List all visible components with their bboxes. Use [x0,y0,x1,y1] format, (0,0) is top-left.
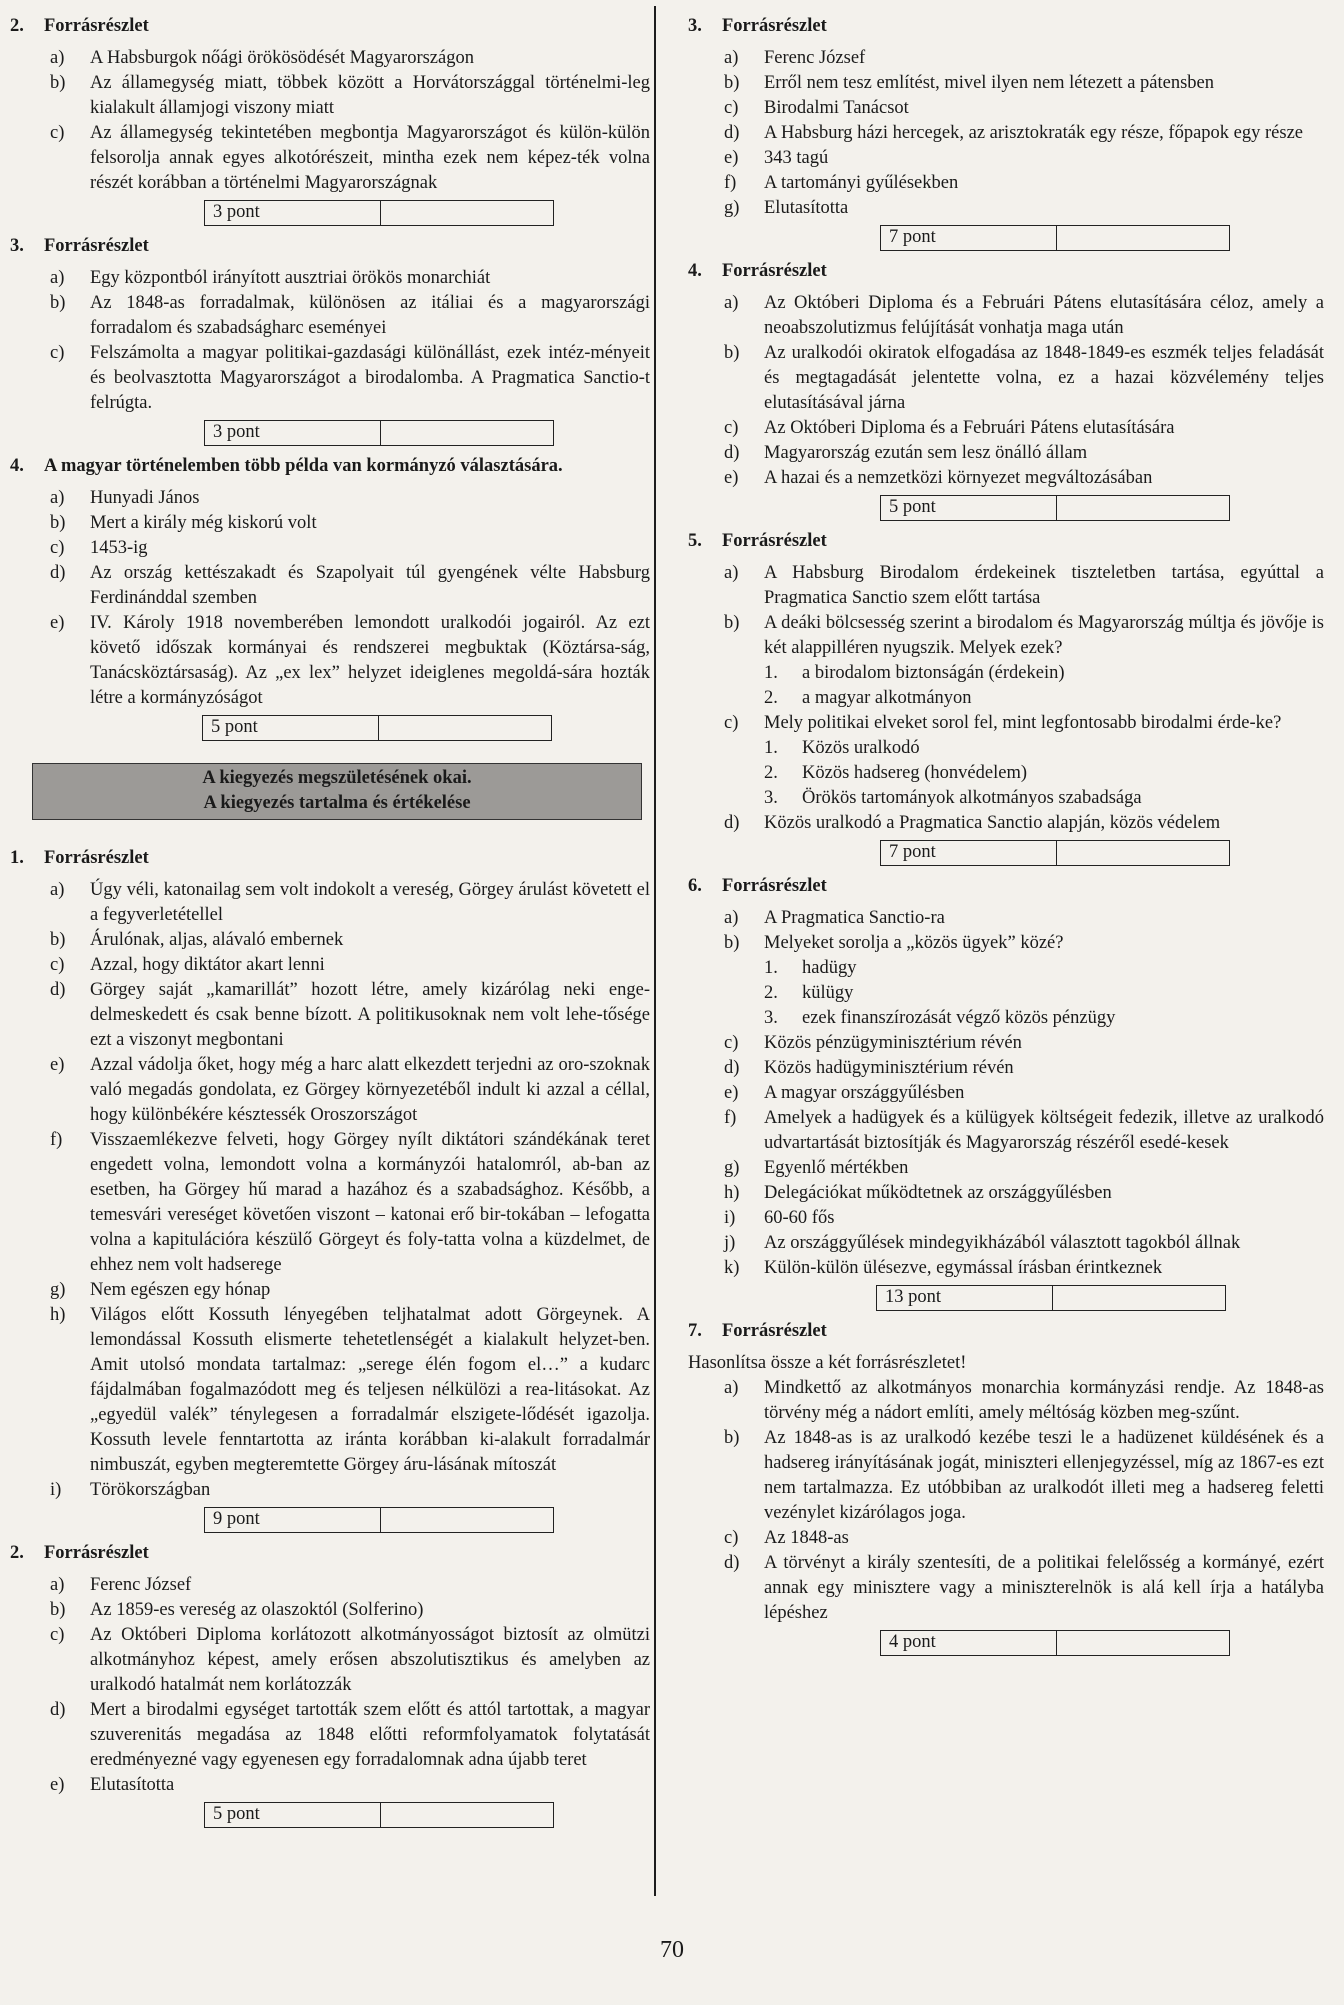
sub-item [688,736,1324,761]
item-letter: c) [50,123,65,143]
item-text: IV. Károly 1918 novemberében lemondott uralkodói jogairól. Az ezt követő időszak kormányai és rendszerei megbuktak (Köztársa-ság, Tanácsköztársaság). Az „ex lex” helyzet ideiglenes megoldá-sára hozták létre a kormányzóságot [90,613,650,708]
sub-item [688,686,1324,711]
section-title: Forrásrészlet [44,16,149,36]
item-letter: a) [724,48,739,68]
section-title: Forrásrészlet [44,1543,149,1563]
item-letter: k) [724,1258,740,1278]
points-score-blank [381,1508,553,1532]
points-row [688,840,1324,866]
item-text: Azzal, hogy diktátor akart lenni [90,955,325,975]
item-text: Visszaemlékezve felveti, hogy Görgey nyílt diktátori szándékának teret engedett volna, lemondott volna a kormányzói hatalomról, ab-ban az esetben, ha Görgey hű marad a hazához és a szabadsághoz. Később, a temesvári vereséget követően viszont – katonai erő bir-tokában – lefogatta volna a kapitulációra készülő Görgeyt és foly-tatta volna a küzdelmet, de ehhez nem volt hadserege [90,1130,650,1275]
section-number: 2. [10,16,24,36]
item-text: Azzal vádolja őket, hogy még a harc alatt elkezdett terjedni az oro-szoknak való megadás gondolata, ez Görgey környezetéből indult ki azzal a céllal, hogy különbékére késztessék Oroszországot [90,1055,650,1125]
points-label: 9 pont [205,1508,381,1532]
points-box [876,1285,1226,1311]
answer-item [10,291,650,341]
section-number: 6. [688,876,702,896]
sub-item-number: 3. [764,788,778,808]
item-letter: c) [50,343,65,363]
chapter-banner [32,763,642,820]
answer-item [688,196,1324,221]
item-letter: b) [724,343,740,363]
sub-item-text: a magyar alkotmányon [802,688,972,708]
answer-item [10,71,650,121]
item-text: 1453-ig [90,538,148,558]
section-number: 2. [10,1543,24,1563]
section-number: 5. [688,531,702,551]
section-heading [10,234,650,259]
item-text: Az államegység tekintetében megbontja Magyarországot és külön-külön felsorolja annak egyes alkotórészeit, mintha ezek nem képez-ték volna részét korábban a történelmi Magyarországnak [90,123,650,193]
points-row [688,1285,1324,1311]
answer-item [10,1598,650,1623]
sub-item [688,981,1324,1006]
item-letter: d) [724,1058,740,1078]
item-text: A tartományi gyűlésekben [764,173,959,193]
points-box [880,840,1230,866]
points-label: 3 pont [205,421,381,445]
answer-item [10,1478,650,1503]
item-text: Úgy véli, katonailag sem volt indokolt a vereség, Görgey árulást követett el a fegyverletétellel [90,880,650,925]
item-text: A Pragmatica Sanctio-ra [764,908,945,928]
answer-item [688,96,1324,121]
section-heading [10,14,650,39]
item-text: Az országgyűlések mindegyikházából választott tagokból állnak [764,1233,1241,1253]
answer-item [10,953,650,978]
item-text: Egyenlő mértékben [764,1158,909,1178]
points-score-blank [1053,1286,1225,1310]
item-text: Ferenc József [764,48,866,68]
answer-item [10,1128,650,1278]
item-letter: e) [50,1055,65,1075]
item-letter: f) [724,1108,737,1128]
item-text: Az Októberi Diploma korlátozott alkotmányosságot biztosít az olmützi alkotmányhoz képest, amely erősen abszolutisztikus és amelyben az uralkodó hatalmát nem korlátozzák [90,1625,650,1695]
answer-item [10,511,650,536]
item-letter: i) [50,1480,62,1500]
section-number: 7. [688,1321,702,1341]
points-row [10,1507,650,1533]
item-text: Elutasította [764,198,849,218]
item-letter: c) [724,98,739,118]
item-letter: d) [50,980,66,1000]
points-score-blank [1057,496,1229,520]
sub-item-number: 2. [764,983,778,1003]
sub-item-number: 1. [764,663,778,683]
answer-item [10,536,650,561]
item-text: Közös pénzügyminisztérium révén [764,1033,1022,1053]
answer-item [10,121,650,196]
item-letter: d) [724,1553,740,1573]
section-title: Forrásrészlet [722,261,827,281]
item-text: Az ország kettészakadt és Szapolyait túl gyengének vélte Habsburg Ferdinánddal szemben [90,563,650,608]
item-letter: e) [724,148,739,168]
item-letter: e) [50,613,65,633]
answer-item [688,341,1324,416]
item-letter: b) [50,1600,66,1620]
points-label: 5 pont [203,716,379,740]
points-score-blank [381,421,553,445]
item-text: Nem egészen egy hónap [90,1280,271,1300]
answer-item [10,1773,650,1798]
section-heading [688,874,1324,899]
sub-item [688,786,1324,811]
section-title: Forrásrészlet [722,16,827,36]
item-text: Ferenc József [90,1575,192,1595]
item-text: A Habsburgok nőági örökösödését Magyarországon [90,48,474,68]
points-row [688,495,1324,521]
item-text: A Habsburg házi hercegek, az arisztokraták egy része, főpapok egy része [764,123,1303,143]
item-text: Mert a birodalmi egységet tartották szem előtt és attól tartottak, a magyar szuverenitás megadása az 1848 előtti reformfolyamatok folytatását eredményezné vagy egyenesen egy forradalomnak adna újabb teret [90,1700,650,1770]
item-text: Elutasította [90,1775,175,1795]
sub-item-text: ezek finanszírozását végző közös pénzügy [802,1008,1116,1028]
section-heading [688,1319,1324,1344]
answer-item [688,906,1324,931]
answer-item [10,1573,650,1598]
answer-item [688,1056,1324,1081]
answer-item [10,878,650,928]
answer-item [10,1053,650,1128]
item-text: 60-60 fős [764,1208,835,1228]
sub-item-number: 2. [764,688,778,708]
points-label: 3 pont [205,201,381,225]
answer-item [10,1623,650,1698]
item-text: Az 1859-es vereség az olaszoktól (Solferino) [90,1600,424,1620]
sub-item-text: a birodalom biztonságán (érdekein) [802,663,1065,683]
page-number: 70 [660,1937,684,1963]
answer-item [688,1551,1324,1626]
item-letter: e) [50,1775,65,1795]
item-text: A magyar országgyűlésben [764,1083,965,1103]
item-text: A hazai és a nemzetközi környezet megváltozásában [764,468,1153,488]
answer-item [688,1081,1324,1106]
sub-item-text: hadügy [802,958,857,978]
points-box [202,715,552,741]
points-row [10,1802,650,1828]
answer-item [10,341,650,416]
points-score-blank [1057,1631,1229,1655]
points-box [204,420,554,446]
answer-item [688,291,1324,341]
section-heading [10,454,650,479]
answer-item [10,928,650,953]
item-text: Egy központból irányított ausztriai örökös monarchiát [90,268,491,288]
item-text: Az uralkodói okiratok elfogadása az 1848-1849-es eszmék teljes feladását és megtagadását jelentette volna, ez a hazai közvélemény teljes elutasításával járna [764,343,1324,413]
points-row [10,420,650,446]
answer-item [10,46,650,71]
section-number: 3. [10,236,24,256]
answer-item [688,71,1324,96]
banner-line-2: A kiegyezés tartalma és értékelése [203,793,471,813]
item-letter: a) [724,908,739,928]
item-letter: c) [724,713,739,733]
answer-item [688,1526,1324,1551]
points-score-blank [381,1803,553,1827]
section-heading [688,529,1324,554]
sub-item-text: Közös uralkodó [802,738,920,758]
answer-item [10,1278,650,1303]
item-letter: a) [50,488,65,508]
answer-item [688,1256,1324,1281]
item-letter: c) [50,538,65,558]
item-text: Erről nem tesz említést, mivel ilyen nem létezett a pátensben [764,73,1215,93]
sub-item-number: 2. [764,763,778,783]
item-text: Az Októberi Diploma és a Februári Pátens elutasítására céloz, amely a neoabszolutizmus felújítását vonhatja maga után [764,293,1324,338]
sub-item [688,1006,1324,1031]
item-letter: d) [50,563,66,583]
item-letter: c) [50,1625,65,1645]
banner-line-1: A kiegyezés megszületésének okai. [202,768,472,788]
item-text: Mely politikai elveket sorol fel, mint legfontosabb birodalmi érde-ke? [764,713,1282,733]
answer-item [688,1426,1324,1526]
points-box [204,1507,554,1533]
item-letter: a) [50,268,65,288]
sub-item-text: Örökös tartományok alkotmányos szabadsága [802,788,1142,808]
item-letter: e) [724,468,739,488]
right-column [688,0,1324,1662]
answer-item [688,1181,1324,1206]
answer-item [10,611,650,711]
item-letter: f) [50,1130,63,1150]
sub-item [688,956,1324,981]
item-letter: d) [724,443,740,463]
item-letter: e) [724,1083,739,1103]
item-letter: b) [724,1428,740,1448]
item-letter: c) [724,1528,739,1548]
item-letter: j) [724,1233,736,1253]
answer-item [10,1303,650,1478]
sub-item [688,661,1324,686]
item-text: Görgey saját „kamarillát” hozott létre, amely kizárólag neki enge-delmeskedett és csak benne bízott. A politikusoknak nem volt lehe-tősége ezt a viszonyt megbontani [90,980,650,1050]
points-box [880,225,1230,251]
item-text: Közös hadügyminisztérium révén [764,1058,1014,1078]
item-letter: a) [724,293,739,313]
item-letter: a) [50,880,65,900]
item-text: Mert a király még kiskorú volt [90,513,317,533]
answer-item [688,1156,1324,1181]
item-text: Az 1848-as forradalmak, különösen az itáliai és a magyarországi forradalom és szabadságharc eseményei [90,293,650,338]
points-label: 5 pont [205,1803,381,1827]
sub-item-number: 1. [764,738,778,758]
item-text: Törökországban [90,1480,211,1500]
item-text: Hunyadi János [90,488,200,508]
item-letter: g) [724,1158,740,1178]
points-label: 13 pont [877,1286,1053,1310]
answer-item [688,1376,1324,1426]
sub-item-number: 3. [764,1008,778,1028]
section-heading [10,1541,650,1566]
item-text: Felszámolta a magyar politikai-gazdasági különállást, ezek intéz-ményeit és beolvasztotta Magyarországot a birodalomba. A Pragmatica Sanctio-t felrúgta. [90,343,650,413]
item-letter: d) [50,1700,66,1720]
points-score-blank [381,201,553,225]
item-text: Külön-külön ülésezve, egymással írásban érintkeznek [764,1258,1163,1278]
points-label: 7 pont [881,226,1057,250]
item-letter: b) [724,613,740,633]
answer-item [688,611,1324,661]
answer-item [688,1031,1324,1056]
points-label: 4 pont [881,1631,1057,1655]
item-letter: b) [50,293,66,313]
item-text: Amelyek a hadügyek és a külügyek költségeit fedezik, illetve az uralkodó udvartartását biztosítják és Magyarország részéről esedé-kesek [764,1108,1324,1153]
item-letter: a) [724,1378,739,1398]
sub-item-number: 1. [764,958,778,978]
answer-item [688,811,1324,836]
points-score-blank [1057,226,1229,250]
points-label: 5 pont [881,496,1057,520]
points-box [880,1630,1230,1656]
sub-item-text: külügy [802,983,854,1003]
points-label: 7 pont [881,841,1057,865]
answer-item [688,121,1324,146]
item-letter: b) [50,513,66,533]
item-text: Melyeket sorolja a „közös ügyek” közé? [764,933,1064,953]
item-text: A Habsburg Birodalom érdekeinek tiszteletben tartása, egyúttal a Pragmatica Sanctio szem előtt tartása [764,563,1324,608]
answer-item [688,171,1324,196]
answer-item [10,978,650,1053]
item-letter: b) [50,930,66,950]
item-letter: h) [50,1305,66,1325]
item-text: Világos előtt Kossuth lényegében teljhatalmat adott Görgeynek. A lemondással Kossuth elismerte tehetetlenségét a kialakult helyzet-ben. Amit utolsó mondata tartalmaz: „serege élén fogom el…” a kudarc fájdalmában fogalmazódott meg és teljesen nélkülözi a rea-litásokat. Az „egyedül valék” ténylegesen a forradalmár elszigete-lődését igazolja. Kossuth levele fenntartotta az iránta korábban ki-alakult forradalmár nimbuszát, egyben megteremtette Görgey áru-lásának mítoszát [90,1305,650,1475]
item-letter: a) [50,1575,65,1595]
answer-item [10,561,650,611]
sub-item-text: Közös hadsereg (honvédelem) [802,763,1027,783]
answer-item [688,711,1324,736]
answer-item [688,146,1324,171]
item-text: Delegációkat működtetnek az országgyűlésben [764,1183,1112,1203]
section-number: 4. [10,456,24,476]
section-number: 4. [688,261,702,281]
item-letter: d) [724,813,740,833]
answer-item [688,931,1324,956]
item-letter: b) [724,933,740,953]
item-letter: b) [50,73,66,93]
answer-item [10,1698,650,1773]
points-box [880,495,1230,521]
item-letter: g) [724,198,740,218]
points-row [688,1630,1324,1656]
answer-item [10,486,650,511]
item-text: Az 1848-as is az uralkodó kezébe teszi le a hadüzenet küldésének és a hadsereg irányításának jogát, miniszteri ellenjegyzéssel, míg az 1867-es ezt nem tartalmazza. Ez utóbbiban az uralkodót illeti meg a hadsereg feletti vezénylet kizárólagos joga. [764,1428,1324,1523]
item-text: Mindkettő az alkotmányos monarchia kormányzási rendje. Az 1848-as törvény még a nádort említi, amely méltóság közben meg-szűnt. [764,1378,1324,1423]
points-box [204,1802,554,1828]
item-letter: c) [724,1033,739,1053]
points-score-blank [379,716,551,740]
section-number: 1. [10,848,24,868]
section-title: A magyar történelemben több példa van kormányzó választására. [44,456,563,476]
item-letter: a) [50,48,65,68]
section-heading [10,846,650,871]
sub-item [688,761,1324,786]
item-text: Közös uralkodó a Pragmatica Sanctio alapján, közös védelem [764,813,1221,833]
item-letter: b) [724,73,740,93]
answer-item [688,441,1324,466]
item-letter: c) [50,955,65,975]
item-letter: f) [724,173,737,193]
points-box [204,200,554,226]
answer-item [688,46,1324,71]
item-letter: g) [50,1280,66,1300]
answer-item [688,561,1324,611]
section-title: Forrásrészlet [44,848,149,868]
item-text: A deáki bölcsesség szerint a birodalom és Magyarország múltja és jövője is két alappilléren nyugszik. Melyek ezek? [764,613,1324,658]
item-text: Birodalmi Tanácsot [764,98,909,118]
section-heading [688,259,1324,284]
section-title: Forrásrészlet [722,876,827,896]
item-letter: d) [724,123,740,143]
answer-item [688,1206,1324,1231]
item-text: Az 1848-as [764,1528,849,1548]
item-text: Az államegység miatt, többek között a Horvátországgal történelmi-leg kialakult államjogi viszony miatt [90,73,650,118]
points-score-blank [1057,841,1229,865]
item-text: A törvényt a király szentesíti, de a politikai felelősség a kormányé, ezért annak egy minisztere vagy a miniszterelnök is alá kell írja a hatályba lépéshez [764,1553,1324,1623]
section-title: Forrásrészlet [722,1321,827,1341]
item-text: 343 tagú [764,148,829,168]
left-column [10,0,650,1834]
item-text: Árulónak, aljas, alávaló embernek [90,930,344,950]
answer-item [688,466,1324,491]
answer-item [688,1106,1324,1156]
item-letter: h) [724,1183,740,1203]
section-title: Forrásrészlet [722,531,827,551]
points-row [10,715,650,741]
points-row [688,225,1324,251]
item-text: Magyarország ezután sem lesz önálló állam [764,443,1088,463]
item-text: Az Októberi Diploma és a Februári Pátens elutasítására [764,418,1175,438]
points-row [10,200,650,226]
answer-item [688,1231,1324,1256]
section-number: 3. [688,16,702,36]
column-divider [654,6,656,1896]
item-letter: c) [724,418,739,438]
item-letter: a) [724,563,739,583]
section-title: Forrásrészlet [44,236,149,256]
item-letter: i) [724,1208,736,1228]
answer-item [688,416,1324,441]
answer-item [10,266,650,291]
instruction-text: Hasonlítsa össze a két forrásrészletet! [688,1353,967,1373]
section-heading [688,14,1324,39]
